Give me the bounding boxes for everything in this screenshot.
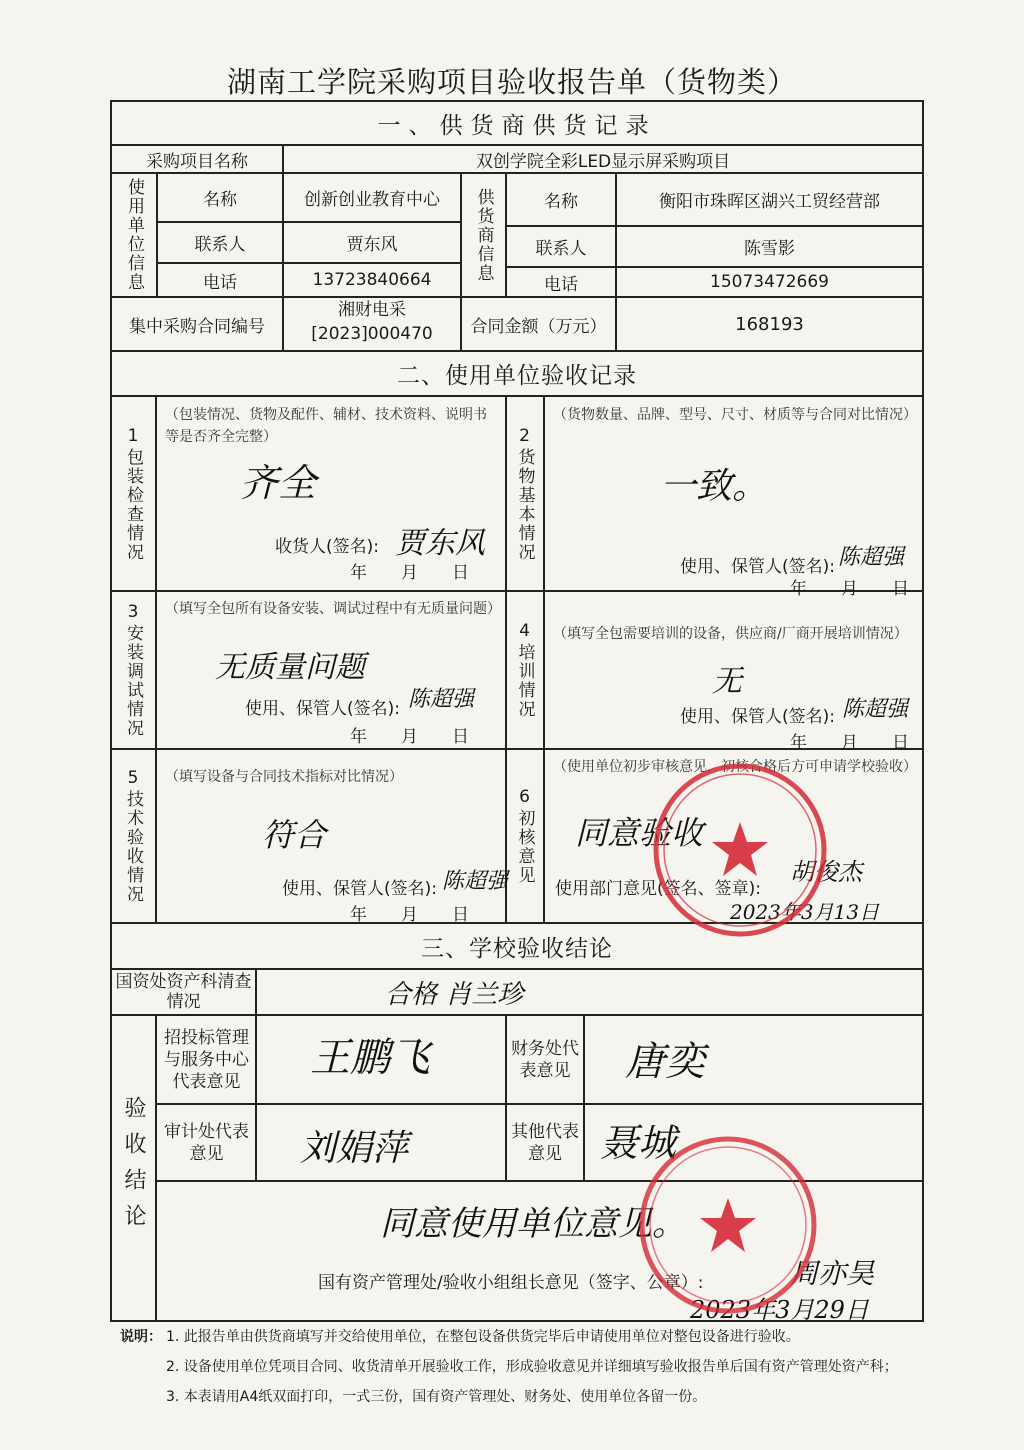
note-2: 2. 设备使用单位凭项目合同、收货清单开展验收工作，形成验收意见并详细填写验收报告单后国有资产管理处资产科； — [166, 1359, 898, 1375]
stamp-1 — [650, 760, 830, 940]
item4-handwritten: 无 — [712, 664, 742, 699]
supplier-phone-label: 电话 — [544, 274, 578, 295]
project-name: 双创学院全彩LED显示屏采购项目 — [475, 151, 731, 172]
other-label: 其他代表意见 — [511, 1121, 579, 1164]
final-opinion: 同意使用单位意见。 — [380, 1204, 686, 1244]
item2-sign-label: 使用、保管人(签名): — [680, 557, 835, 577]
item2-date: 年 月 日 — [790, 579, 909, 599]
contract-no-label: 集中采购合同编号 — [129, 316, 265, 337]
user-unit-label: 使用单位信息 — [124, 178, 144, 292]
conclusion-label: 验收结论 — [121, 1096, 146, 1240]
user-contact-label: 联系人 — [194, 235, 246, 255]
user-contact: 贾东风 — [346, 235, 398, 255]
item2-instruction: （货物数量、品牌、型号、尺寸、材质等与合同对比情况） — [553, 407, 917, 423]
section3-heading: 三、学校验收结论 — [421, 935, 613, 962]
item4-date: 年 月 日 — [790, 733, 909, 753]
user-phone: 13723840664 — [312, 270, 432, 290]
asset-check-value: 合格 肖兰珍 — [385, 980, 524, 1010]
project-name-label: 采购项目名称 — [146, 151, 248, 172]
item3-handwritten: 无质量问题 — [215, 650, 365, 685]
item2-handwritten: 一致。 — [660, 466, 769, 507]
page-title: 湖南工学院采购项目验收报告单（货物类） — [226, 64, 797, 99]
contract-amount-label: 合同金额（万元） — [470, 316, 607, 337]
note-1: 1. 此报告单由供货商填写并交给使用单位，在整包设备供货完毕后申请使用单位对整包设备进行验收。 — [166, 1329, 800, 1345]
item2-signature: 陈超强 — [838, 545, 905, 570]
user-name: 创新创业教育中心 — [304, 190, 440, 210]
section1-heading: 一、供货商供货记录 — [377, 112, 657, 139]
item6-label: 6初核意见 — [514, 787, 535, 885]
item1-signature: 贾东风 — [395, 526, 485, 561]
item6-handwritten: 同意验收 — [575, 814, 704, 852]
item5-date: 年 月 日 — [350, 905, 469, 925]
item6-sign-label: 使用部门意见(签名、签章): — [555, 879, 761, 899]
item3-label: 3安装调试情况 — [123, 602, 143, 738]
item5-signature: 陈超强 — [442, 869, 509, 894]
leader-signature: 周亦昊 — [790, 1257, 875, 1290]
item2-label: 2货物基本情况 — [514, 425, 535, 562]
notes-label: 说明： — [120, 1329, 162, 1345]
leader-label: 国有资产管理处/验收小组组长意见（签字、公章）: — [318, 1273, 704, 1293]
supplier-contact: 陈雪影 — [744, 239, 795, 259]
section2-heading: 二、使用单位验收记录 — [397, 363, 637, 389]
contract-amount: 168193 — [735, 313, 804, 335]
item1-instruction: （包装情况、货物及配件、辅材、技术资料、说明书等是否齐全完整） — [165, 407, 487, 445]
item3-sign-label: 使用、保管人(签名): — [245, 699, 400, 719]
item3-date: 年 月 日 — [350, 727, 469, 747]
supplier-contact-label: 联系人 — [535, 239, 587, 259]
item6-date: 2023年3月13日 — [730, 900, 880, 924]
bid-center-label: 招投标管理与服务中心代表意见 — [164, 1027, 249, 1092]
item5-handwritten: 符合 — [262, 816, 327, 854]
supplier-label: 供货商信息 — [473, 187, 494, 283]
notes — [120, 1322, 920, 1412]
item1-handwritten: 齐全 — [240, 461, 317, 505]
item5-label: 5技术验收情况 — [123, 768, 143, 904]
item5-sign-label: 使用、保管人(签名): — [282, 879, 437, 899]
item4-signature: 陈超强 — [842, 697, 909, 722]
stamp-star-icon-2 — [700, 1198, 756, 1252]
item4-label: 4培训情况 — [514, 621, 535, 719]
user-name-label: 名称 — [203, 190, 237, 210]
asset-check-label: 国资处资产科清查情况 — [115, 972, 252, 1012]
item6-instruction: （使用单位初步审核意见，初核合格后方可申请学校验收） — [553, 759, 917, 775]
item6-signature: 胡俊杰 — [790, 858, 862, 886]
stamp-2 — [620, 1130, 830, 1320]
note-3: 3. 本表请用A4纸双面打印，一式三份，国有资产管理处、财务处、使用单位各留一份。 — [166, 1389, 707, 1405]
contract-no — [284, 298, 460, 350]
item1-date: 年 月 日 — [350, 563, 469, 583]
stamp-star-icon — [712, 822, 768, 876]
item3-signature: 陈超强 — [408, 687, 475, 712]
supplier-name: 衡阳市珠晖区湖兴工贸经营部 — [659, 192, 880, 212]
supplier-name-label: 名称 — [544, 192, 578, 212]
final-date: 2023年3月29日 — [690, 1296, 869, 1324]
item5-instruction: （填写设备与合同技术指标对比情况） — [165, 769, 403, 785]
finance-signature: 唐奕 — [625, 1039, 705, 1085]
audit-signature: 刘娟萍 — [300, 1128, 409, 1169]
contract-no-line2: [2023]000470 — [311, 324, 433, 344]
user-phone-label: 电话 — [203, 272, 237, 293]
bid-center-signature: 王鹏飞 — [310, 1035, 430, 1081]
item4-sign-label: 使用、保管人(签名): — [680, 707, 835, 727]
item1-sign-label: 收货人(签名): — [275, 537, 379, 557]
item4-instruction: （填写全包需要培训的设备，供应商/厂商开展培训情况） — [553, 626, 908, 642]
audit-label: 审计处代表意见 — [164, 1121, 249, 1164]
other-signature: 聂城 — [600, 1121, 677, 1165]
item1-label: 1包装检查情况 — [123, 425, 143, 562]
item3-instruction: （填写全包所有设备安装、调试过程中有无质量问题） — [165, 601, 501, 617]
finance-label: 财务处代表意见 — [511, 1038, 579, 1081]
supplier-phone: 15073472669 — [710, 272, 829, 292]
contract-no-line1: 湘财电采 — [338, 300, 406, 320]
